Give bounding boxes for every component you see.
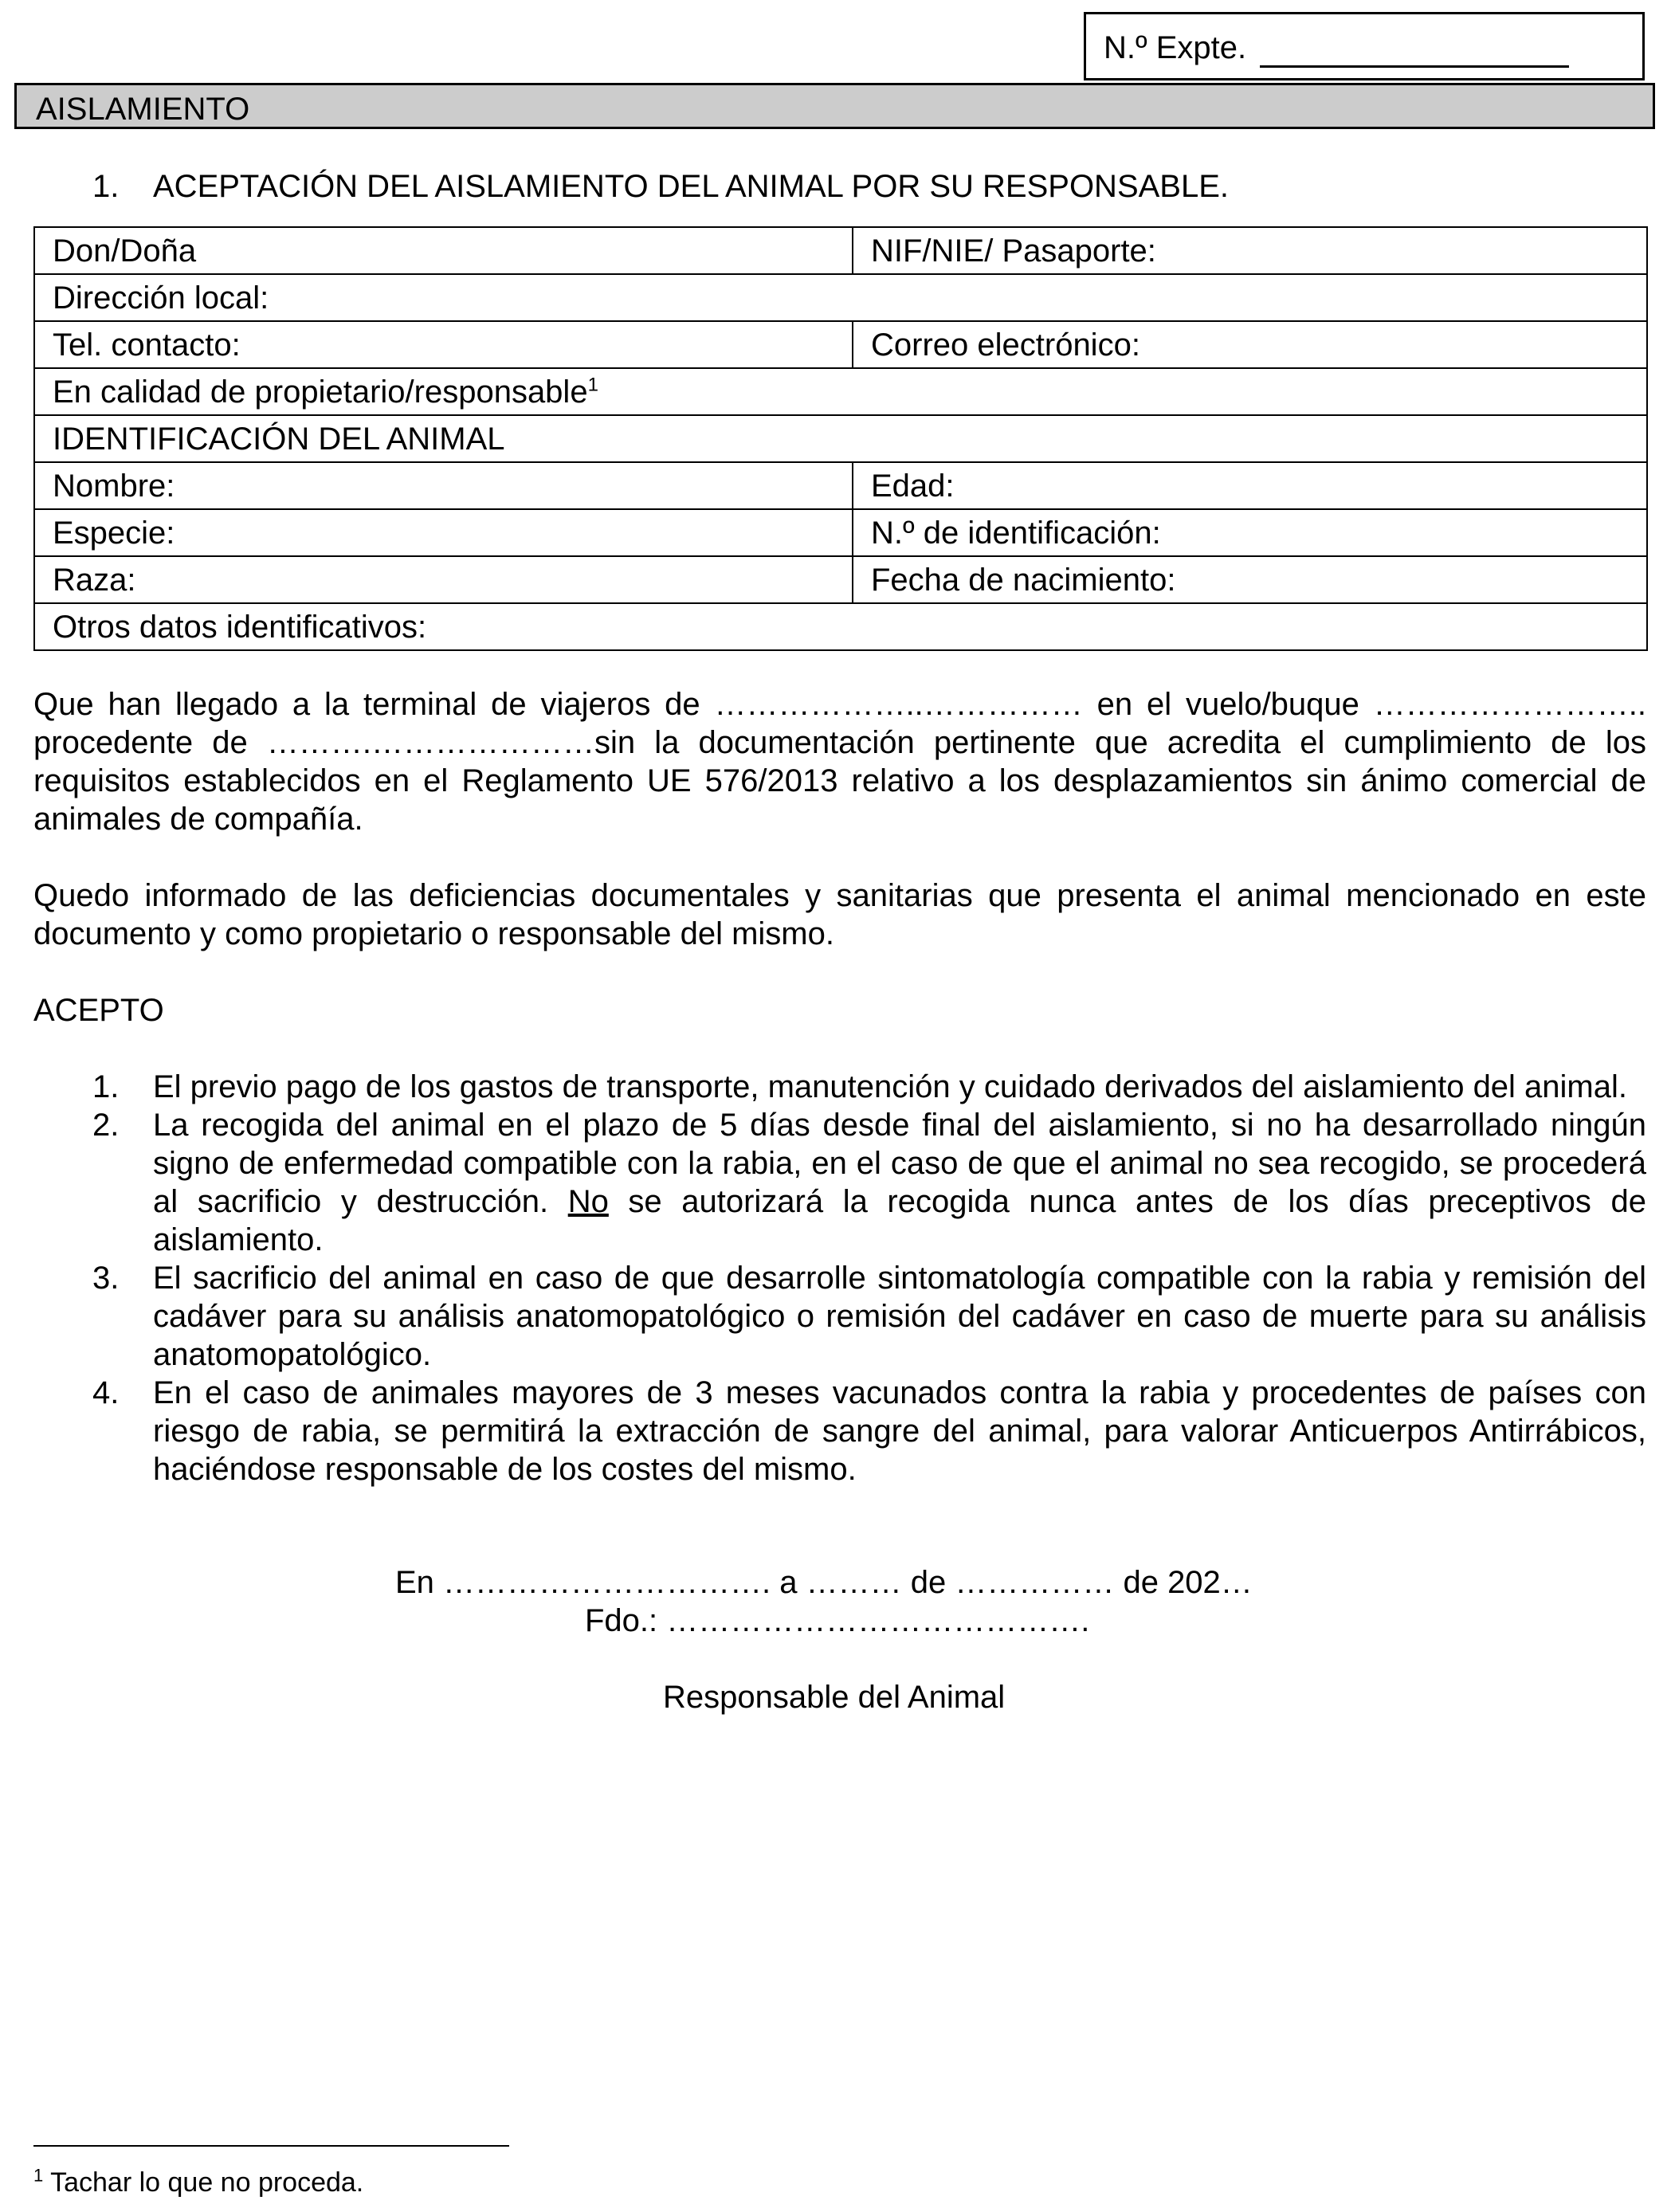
field-numero-identificacion-label: N.º de identificación: xyxy=(871,515,1161,551)
animal-identification-heading-text: IDENTIFICACIÓN DEL ANIMAL xyxy=(53,421,505,457)
signature-place-date[interactable]: En …………………………. a ……… de …………… de 202… xyxy=(395,1565,1253,1600)
field-don-dona[interactable] xyxy=(34,227,853,274)
signature-role: Responsable del Animal xyxy=(663,1680,1006,1715)
form-row xyxy=(34,462,1647,509)
list-item xyxy=(92,1106,1646,1259)
list-item xyxy=(92,1068,1646,1106)
field-otros-datos-label: Otros datos identificativos: xyxy=(53,609,427,645)
list-item-text: El previo pago de los gastos de transporte, manutención y cuidado derivados del aislamiento del animal. xyxy=(153,1069,1627,1104)
expediente-label: N.º Expte. xyxy=(1104,30,1247,65)
underlined-no: No xyxy=(567,1184,609,1219)
list-item-number: 3. xyxy=(92,1261,120,1296)
field-nombre-label: Nombre: xyxy=(53,468,175,504)
informed-paragraph: Quedo informado de las deficiencias documentales y sanitarias que presenta el animal mencionado en este documento y como propietario o responsable del mismo. xyxy=(33,878,1646,951)
field-calidad[interactable] xyxy=(34,368,1647,415)
field-telefono-label: Tel. contacto: xyxy=(53,327,241,363)
field-nombre[interactable] xyxy=(34,462,853,509)
owner-animal-form xyxy=(33,226,1648,651)
field-especie-label: Especie: xyxy=(53,515,175,551)
field-nif[interactable] xyxy=(853,227,1647,274)
section-heading-number: 1. xyxy=(92,169,120,204)
form-row xyxy=(34,509,1647,556)
expediente-input-line[interactable] xyxy=(1260,65,1569,68)
field-otros-datos[interactable] xyxy=(34,603,1647,650)
footnote-divider xyxy=(33,2145,509,2147)
form-row xyxy=(34,227,1647,274)
field-don-dona-label: Don/Doña xyxy=(53,233,197,269)
list-item xyxy=(92,1259,1646,1374)
list-item-number: 1. xyxy=(92,1069,120,1104)
footnote-ref: 1 xyxy=(587,374,598,396)
form-row xyxy=(34,321,1647,368)
footnote-marker: 1 xyxy=(33,2165,44,2186)
signature-signed[interactable]: Fdo.: …………………………………. xyxy=(585,1603,1090,1638)
footnote xyxy=(33,2167,363,2198)
list-item-text xyxy=(153,1106,1646,1259)
field-edad-label: Edad: xyxy=(871,468,955,504)
field-direccion[interactable] xyxy=(34,274,1647,321)
conditions-list xyxy=(92,1068,1646,1488)
field-telefono[interactable] xyxy=(34,321,853,368)
acepto-heading: ACEPTO xyxy=(33,993,164,1028)
form-row xyxy=(34,368,1647,415)
list-item-text-part: La recogida del animal en el plazo de 5 días desde final del aislamiento, si no ha desarrollado ningún signo de enfermedad compatible con la rabia, en el caso de que el animal no sea recogido, se procederá al sacrificio y destrucción. xyxy=(153,1108,1646,1219)
arrival-paragraph: Que han llegado a la terminal de viajeros de ………………..…………… en el vuelo/buque …………………….. procedente de ……….…………………sin la documentación pertinente que acredita el cumplimiento de los requisitos establecidos en el Reglamento UE 576/2013 relativo a los desplazamientos sin ánimo comercial de animales de compañía. xyxy=(33,687,1646,837)
animal-identification-heading xyxy=(34,415,1647,462)
footnote-text: Tachar lo que no proceda. xyxy=(50,2167,364,2198)
list-item xyxy=(92,1374,1646,1488)
list-item-number: 4. xyxy=(92,1375,120,1410)
section-heading xyxy=(92,169,1229,205)
field-edad[interactable] xyxy=(853,462,1647,509)
form-row xyxy=(34,556,1647,603)
field-fecha-nacimiento[interactable] xyxy=(853,556,1647,603)
field-numero-identificacion[interactable] xyxy=(853,509,1647,556)
field-calidad-label: En calidad de propietario/responsable xyxy=(53,374,588,410)
section-heading-title: ACEPTACIÓN DEL AISLAMIENTO DEL ANIMAL POR SU RESPONSABLE. xyxy=(153,169,1230,204)
section-banner xyxy=(14,83,1655,129)
field-especie[interactable] xyxy=(34,509,853,556)
field-raza-label: Raza: xyxy=(53,562,136,598)
field-fecha-nacimiento-label: Fecha de nacimiento: xyxy=(871,562,1176,598)
field-nif-label: NIF/NIE/ Pasaporte: xyxy=(871,233,1156,269)
form-row xyxy=(34,603,1647,650)
list-item-number: 2. xyxy=(92,1108,120,1143)
list-item-text-part: se autorizará la recogida nunca antes de los días preceptivos de aislamiento. xyxy=(153,1184,1646,1257)
expediente-box xyxy=(1084,12,1645,80)
form-row xyxy=(34,274,1647,321)
field-correo-label: Correo electrónico: xyxy=(871,327,1140,363)
section-banner-title: AISLAMIENTO xyxy=(36,92,250,127)
list-item-text: En el caso de animales mayores de 3 meses vacunados contra la rabia y procedentes de países con riesgo de rabia, se permitirá la extracción de sangre del animal, para valorar Anticuerpos Antirrábicos, haciéndose responsable de los costes del mismo. xyxy=(153,1375,1646,1487)
field-direccion-label: Dirección local: xyxy=(53,280,269,316)
list-item-text: El sacrificio del animal en caso de que desarrolle sintomatología compatible con la rabia y remisión del cadáver para su análisis anatomopatológico o remisión del cadáver en caso de muerte para su análisis anatomopatológico. xyxy=(153,1261,1646,1372)
field-correo[interactable] xyxy=(853,321,1647,368)
field-raza[interactable] xyxy=(34,556,853,603)
form-row xyxy=(34,415,1647,462)
